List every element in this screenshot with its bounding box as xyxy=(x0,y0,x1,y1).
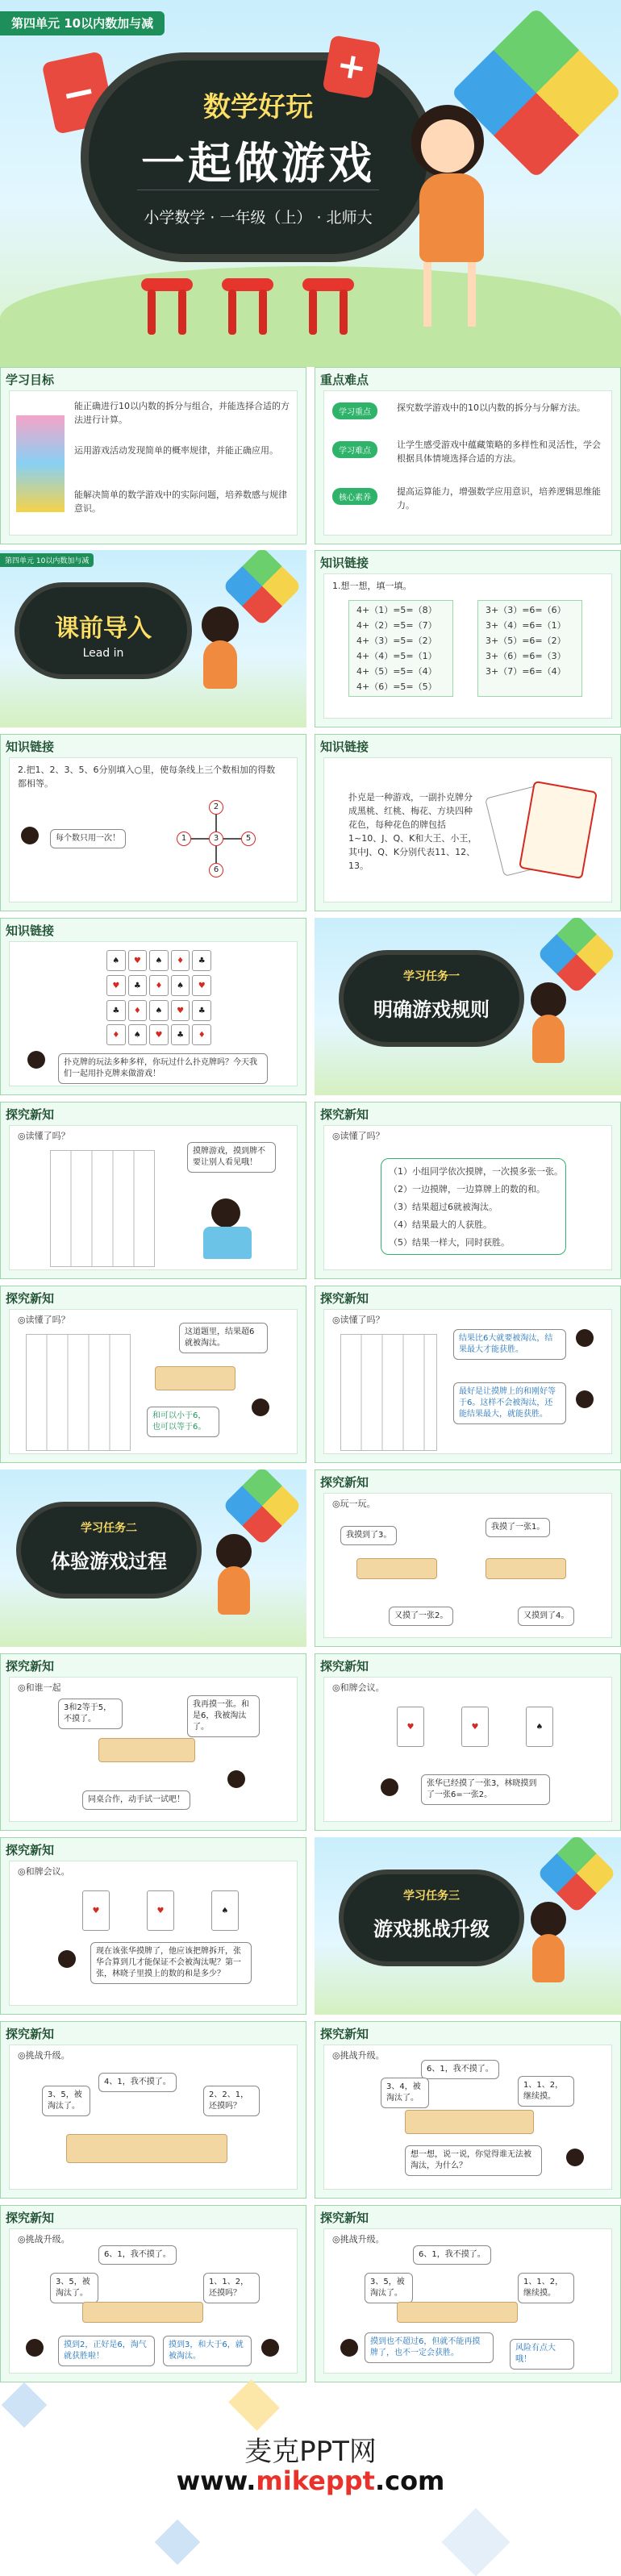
speech-bubble: 2、2、1，还摸吗？ xyxy=(203,2086,260,2116)
slide-key-points xyxy=(315,367,621,544)
kid-icon xyxy=(21,827,39,844)
table-illustration xyxy=(405,2110,534,2134)
girl-illustration xyxy=(216,1534,252,1569)
slide-explore-7 xyxy=(0,1837,306,2015)
section-title: 知识链接 xyxy=(320,556,369,570)
girl-illustration xyxy=(531,1902,566,1937)
section-title: 探究新知 xyxy=(6,1659,55,1674)
chalkboard xyxy=(81,52,436,262)
unit-tab: 第四单元 10以内数加与减 xyxy=(0,11,165,35)
speech-bubble: 6、1，我不摸了。 xyxy=(98,2245,177,2265)
cover-slide xyxy=(0,0,621,367)
card-grid xyxy=(26,1334,131,1451)
brand-name: 麦克PPT网 xyxy=(244,2436,377,2468)
section-title: 探究新知 xyxy=(6,2211,55,2225)
speech-bubble: 这道题里，结果超6就被淘汰。 xyxy=(179,1323,268,1353)
tag-label: 核心素养 xyxy=(332,488,377,505)
slide-explore-6 xyxy=(315,1653,621,1831)
cover-title-line2: 一起做游戏 xyxy=(141,138,375,189)
slide-learning-goals xyxy=(0,367,306,544)
slide-task-2 xyxy=(0,1469,306,1647)
card-grid xyxy=(50,1150,155,1267)
speech-bubble: 摸牌游戏，摸到牌不要让别人看见哦！ xyxy=(187,1142,276,1173)
sub-heading: ◎读懂了吗？ xyxy=(332,1315,385,1325)
sub-heading: ◎和谁一起 xyxy=(18,1682,61,1693)
table-illustration xyxy=(98,1738,195,1762)
poker-description: 扑克是一种游戏，一副扑克牌分成黑桃、红桃、梅花、方块四种花色，每种花色的牌包括1~10、J、Q、K和大王、小王，其中J、Q、K分别代表11、12、13。 xyxy=(348,792,477,871)
table-illustration xyxy=(66,2134,227,2163)
table-illustration xyxy=(356,1558,437,1579)
section-title: 探究新知 xyxy=(6,1291,55,1306)
task-label: 学习任务三 xyxy=(403,1890,460,1903)
keypoint-text: 提高运算能力，增强数学应用意识，培养逻辑思维能力。 xyxy=(397,486,601,511)
minus-card: − xyxy=(41,51,115,135)
section-title: 探究新知 xyxy=(320,1107,369,1122)
num-circle: 5 xyxy=(241,832,256,846)
speech-bubble: 1、1、2，继续摸。 xyxy=(518,2076,574,2107)
playing-card-icon: ♠ xyxy=(211,1890,239,1931)
speech-bubble: 结果比6大就要被淘汰，结果最大才能获胜。 xyxy=(453,1329,566,1360)
section-title: 探究新知 xyxy=(6,1843,55,1857)
keypoint-text: 探究数学游戏中的10以内数的拆分与分解方法。 xyxy=(397,402,586,413)
section-title: 知识链接 xyxy=(6,923,55,938)
kid-icon xyxy=(227,1770,245,1788)
question-text: 1.想一想，填一填。 xyxy=(332,581,412,591)
rule-item: （4）结果最大的人获胜。 xyxy=(389,1219,492,1230)
lead-in-title: 课前导入 xyxy=(55,615,152,643)
kid-icon xyxy=(576,1329,594,1347)
slide-challenge-2 xyxy=(315,2021,621,2199)
slide-task-3 xyxy=(315,1837,621,2015)
slide-explore-2 xyxy=(0,1286,306,1463)
kid-icon xyxy=(340,2339,358,2357)
section-title: 探究新知 xyxy=(6,2027,55,2041)
plus-card: + xyxy=(322,35,381,99)
table-illustration xyxy=(486,1558,566,1579)
goal-item: 能解决简单的数学游戏中的实际问题，培养数感与规律意识。 xyxy=(74,490,287,514)
playing-card-icon: ♥ xyxy=(397,1707,424,1747)
num-circle: 1 xyxy=(177,832,191,846)
table-illustration xyxy=(397,2302,518,2323)
num-circle: 3 xyxy=(209,832,223,846)
section-title: 探究新知 xyxy=(320,2211,369,2225)
speech-bubble: 风险有点大哦！ xyxy=(510,2339,574,2370)
section-title: 知识链接 xyxy=(320,740,369,754)
kid-icon xyxy=(261,2339,279,2357)
speech-bubble: 我摸了一张1。 xyxy=(486,1518,550,1537)
speech-bubble: 又摸了一张2。 xyxy=(389,1607,453,1626)
rule-item: （3）结果超过6就被淘汰。 xyxy=(389,1202,498,1212)
equation: 4+（1）=5=（8） xyxy=(356,605,437,615)
speech-bubble: 想一想，说一说，你觉得谁无法被淘汰，为什么？ xyxy=(405,2145,542,2176)
speech-bubble: 1、1、2，还摸吗？ xyxy=(203,2273,260,2303)
playing-card-icon: ♥ xyxy=(147,1890,174,1931)
speech-bubble: 张华已经摸了一张3，林晓摸到了一张6=一张2。 xyxy=(421,1774,550,1805)
task-label: 学习任务一 xyxy=(403,970,460,983)
slide-explore-1 xyxy=(0,1102,306,1279)
sub-heading: ◎读懂了吗？ xyxy=(332,1131,385,1141)
kid-icon xyxy=(211,1198,240,1228)
kid-icon xyxy=(27,1051,45,1069)
slide-challenge-3 xyxy=(0,2205,306,2382)
cover-title-line1: 数学好玩 xyxy=(203,91,313,123)
slide-explore-3 xyxy=(315,1286,621,1463)
task-title: 体验游戏过程 xyxy=(51,1550,167,1573)
footer xyxy=(0,2389,621,2570)
speech-bubble: 6、1，我不摸了。 xyxy=(413,2245,491,2265)
task-title: 游戏挑战升级 xyxy=(373,1918,490,1940)
speech-bubble: 3和2等于5，不摸了。 xyxy=(58,1699,123,1729)
rule-item: （1）小组同学依次摸牌，一次摸多张一张。 xyxy=(389,1166,563,1177)
speech-bubble: 又摸到了4。 xyxy=(518,1607,574,1626)
sub-heading: ◎挑战升级。 xyxy=(18,2050,70,2061)
unit-tab: 第四单元 10以内数加与减 xyxy=(0,553,94,567)
girl-illustration xyxy=(202,606,239,644)
sub-heading: ◎挑战升级。 xyxy=(332,2050,385,2061)
question-text: 2.把1、2、3、5、6分别填入○里，使每条线上三个数相加的得数都相等。 xyxy=(18,765,276,789)
equation: 4+（2）=5=（7） xyxy=(356,620,437,631)
speech-bubble: 现在该张华摸牌了，他应该把牌拆开，张华合算到几才能保证不会被淘汰呢？第一张，林晓子里摸上的数的和是多少？ xyxy=(90,1942,252,1984)
speech-bubble: 每个数只用一次！ xyxy=(50,829,126,848)
slide-task-1 xyxy=(315,918,621,1095)
number-blocks-icon xyxy=(16,415,65,512)
table-illustration xyxy=(155,1366,235,1390)
cover-subtitle: 小学数学 · 一年级（上） · 北师大 xyxy=(144,209,373,227)
task-title: 明确游戏规则 xyxy=(373,998,490,1021)
sub-heading: ◎玩一玩。 xyxy=(332,1498,376,1509)
section-title: 探究新知 xyxy=(6,1107,55,1122)
equation: 4+（6）=5=（5） xyxy=(356,682,437,692)
card-grid: ♠ ♥ ♠ ♦ ♣ ♥ ♣ ♦ ♠ ♥ ♣ ♦ ♠ ♥ ♣ ♦ ♠ ♥ ♣ ♦ xyxy=(106,950,211,1047)
equation: 4+（5）=5=（4） xyxy=(356,666,437,677)
card-grid xyxy=(340,1334,437,1451)
playing-card-icon: ♠ xyxy=(526,1707,553,1747)
slide-knowledge-link-4 xyxy=(0,918,306,1095)
playing-card-icon: ♥ xyxy=(82,1890,110,1931)
speech-bubble: 3、5，被淘汰了。 xyxy=(50,2273,98,2303)
slide-challenge-4 xyxy=(315,2205,621,2382)
slide-challenge-1 xyxy=(0,2021,306,2199)
sub-heading: ◎和牌会议。 xyxy=(18,1866,70,1877)
slide-knowledge-link-2 xyxy=(0,734,306,911)
speech-bubble: 和可以小于6，也可以等于6。 xyxy=(147,1407,219,1437)
slide-explore-4 xyxy=(315,1469,621,1647)
tag-label: 学习重点 xyxy=(332,402,377,419)
slide-knowledge-link-1 xyxy=(315,550,621,727)
stool-icon xyxy=(141,278,193,335)
equation: 3+（5）=6=（2） xyxy=(486,636,566,646)
speech-bubble: 6、1，我不摸了。 xyxy=(421,2060,499,2079)
num-circle: 2 xyxy=(209,800,223,815)
kid-icon xyxy=(26,2339,44,2357)
section-title: 重点难点 xyxy=(320,373,369,387)
rule-item: （2）一边摸牌，一边算牌上的数的和。 xyxy=(389,1184,545,1194)
speech-bubble: 我摸到了3。 xyxy=(340,1526,397,1545)
speech-bubble: 我再摸一张。和是6，我被淘汰了。 xyxy=(187,1695,260,1737)
goal-item: 能正确进行10以内数的拆分与组合，并能选择合适的方法进行计算。 xyxy=(74,401,290,425)
equation: 3+（3）=6=（6） xyxy=(486,605,566,615)
girl-illustration xyxy=(531,982,566,1018)
speech-bubble: 3、5，被淘汰了。 xyxy=(365,2273,413,2303)
speech-bubble: 同桌合作，动手试一试吧！ xyxy=(82,1790,190,1810)
equation: 4+（4）=5=（1） xyxy=(356,651,437,661)
slide-lead-in xyxy=(0,550,306,727)
equation: 3+（7）=6=（4） xyxy=(486,666,566,677)
keypoint-text: 让学生感受游戏中蕴藏策略的多样性和灵活性，学会根据具体情境选择合适的方法。 xyxy=(397,440,601,464)
num-circle: 6 xyxy=(209,863,223,877)
equation: 4+（3）=5=（2） xyxy=(356,636,437,646)
task-label: 学习任务二 xyxy=(81,1522,137,1535)
speech-bubble: 摸到2，正好是6，淘气就获胜啦！ xyxy=(58,2336,155,2366)
brand-url[interactable]: www.mikeppt.com xyxy=(176,2466,445,2496)
section-title: 学习目标 xyxy=(6,373,55,387)
slide-knowledge-link-3 xyxy=(315,734,621,911)
tag-label: 学习难点 xyxy=(332,441,377,458)
speech-bubble: 1、1、2，继续摸。 xyxy=(518,2273,574,2303)
lead-in-sub: Lead in xyxy=(82,647,124,660)
speech-bubble: 4、1，我不摸了。 xyxy=(98,2073,177,2092)
kid-icon xyxy=(252,1398,269,1416)
playing-card-icon: ♥ xyxy=(461,1707,489,1747)
sub-heading: ◎和牌会议。 xyxy=(332,1682,385,1693)
table-illustration xyxy=(82,2302,203,2323)
section-title: 探究新知 xyxy=(320,1475,369,1490)
equation: 3+（6）=6=（3） xyxy=(486,651,566,661)
kid-icon xyxy=(576,1390,594,1408)
section-title: 探究新知 xyxy=(320,2027,369,2041)
speech-bubble: 摸到3，和大于6，就被淘汰。 xyxy=(163,2336,252,2366)
stool-icon xyxy=(222,278,273,335)
sub-heading: ◎读懂了吗？ xyxy=(18,1131,70,1141)
equation: 3+（4）=6=（1） xyxy=(486,620,566,631)
speech-bubble: 最好是让摸牌上的和刚好等于6。这样不会被淘汰，还能结果最大，就能获胜。 xyxy=(453,1382,566,1424)
kid-icon xyxy=(381,1778,398,1796)
speech-bubble: 3、5，被淘汰了。 xyxy=(42,2086,90,2116)
rule-item: （5）结果一样大，同时获胜。 xyxy=(389,1237,510,1248)
speech-bubble: 摸到也不超过6，但就不能再摸牌了，也不一定会获胜。 xyxy=(365,2332,494,2363)
section-title: 知识链接 xyxy=(6,740,55,754)
speech-bubble: 3、4，被淘汰了。 xyxy=(381,2078,429,2108)
kid-icon xyxy=(58,1950,76,1968)
kid-icon xyxy=(566,2149,584,2166)
slide-explore-rules xyxy=(315,1102,621,1279)
sub-heading: ◎挑战升级。 xyxy=(332,2234,385,2245)
section-title: 探究新知 xyxy=(320,1291,369,1306)
stool-icon xyxy=(302,278,354,335)
sub-heading: ◎挑战升级。 xyxy=(18,2234,70,2245)
slide-explore-5 xyxy=(0,1653,306,1831)
sub-heading: ◎读懂了吗？ xyxy=(18,1315,70,1325)
goal-item: 运用游戏活动发现简单的概率规律，并能正确应用。 xyxy=(74,445,278,456)
section-title: 探究新知 xyxy=(320,1659,369,1674)
speech-bubble: 扑克牌的玩法多种多样，你玩过什么扑克牌吗？今天我们一起用扑克牌来做游戏！ xyxy=(58,1053,268,1084)
